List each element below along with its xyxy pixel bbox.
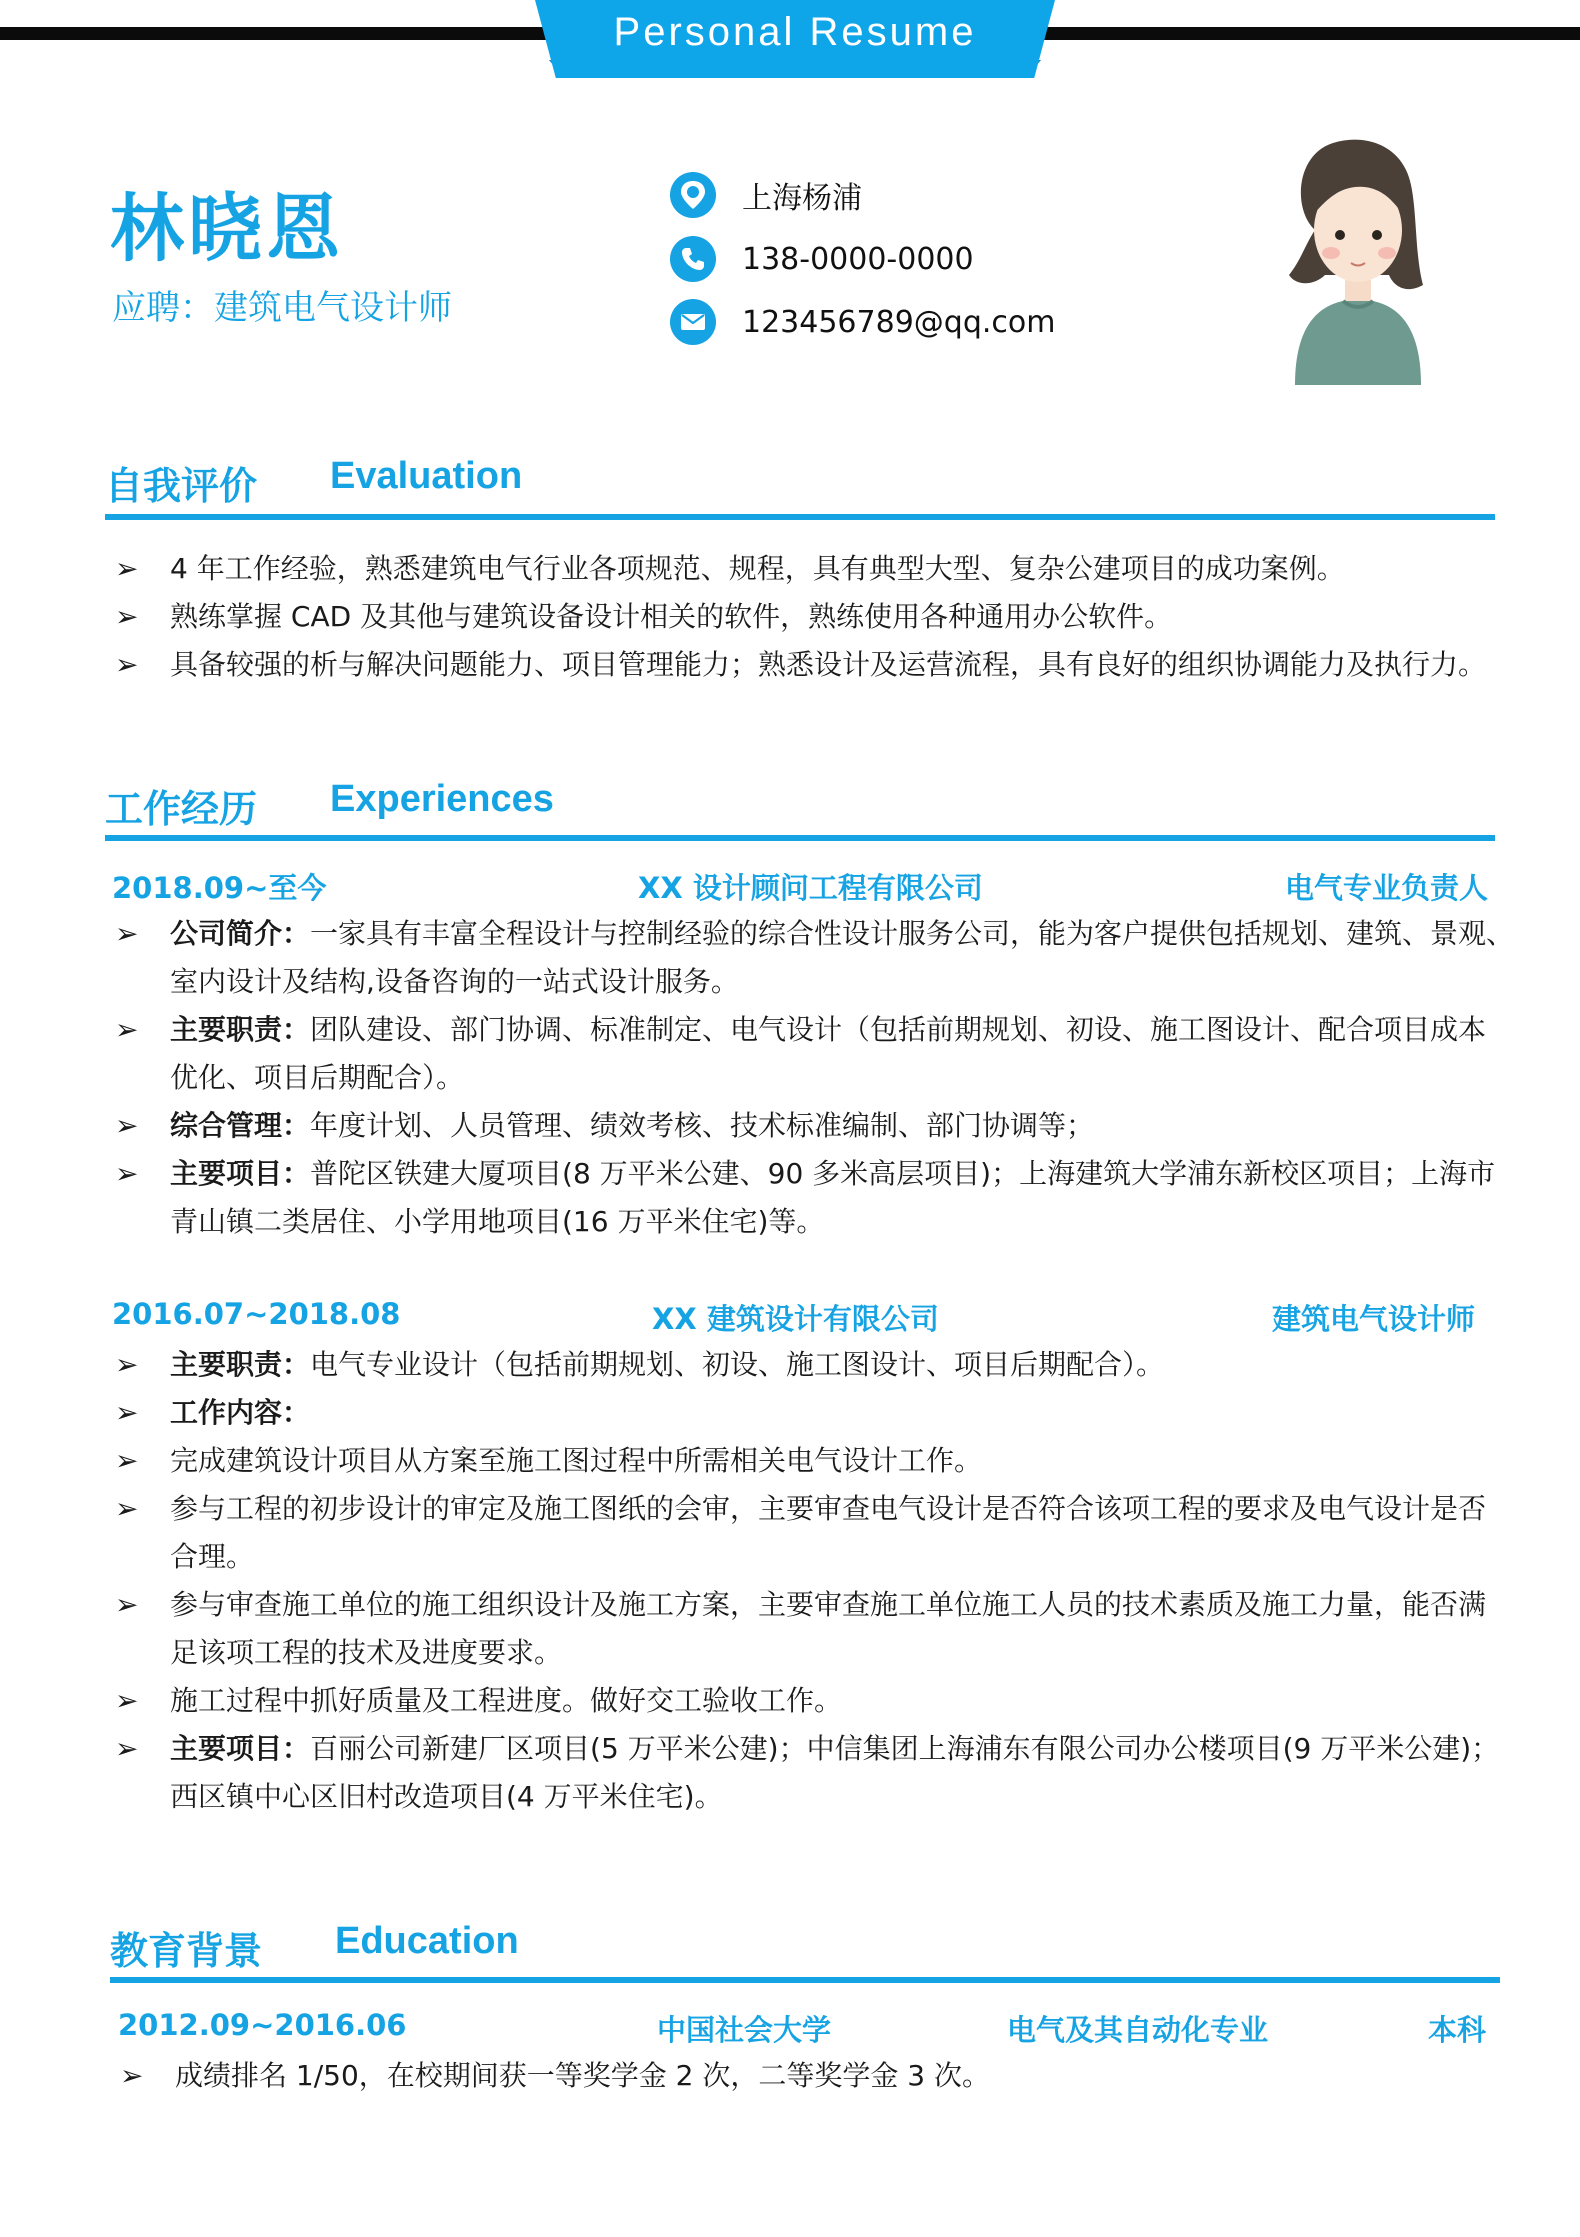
- job-date: 2016.07~2018.08: [112, 1297, 401, 1331]
- candidate-name: 林晓恩: [110, 186, 344, 272]
- bullet-arrow-icon: ➢: [115, 1396, 139, 1429]
- edu-school: 中国社会大学: [657, 2013, 832, 2047]
- job-role: 建筑电气设计师: [1272, 1302, 1476, 1336]
- bullet-arrow-icon: ➢: [115, 1013, 139, 1046]
- job-date: 2018.09~至今: [112, 871, 327, 905]
- email-text: 123456789@qq.com: [742, 304, 1056, 340]
- experience-title-cn: 工作经历: [105, 787, 258, 831]
- phone-text: 138-0000-0000: [742, 241, 974, 277]
- location-text: 上海杨浦: [742, 181, 862, 216]
- bullet-arrow-icon: ➢: [115, 648, 139, 681]
- contact-location: [670, 172, 862, 218]
- edu-major: 电气及其自动化专业: [1007, 2013, 1269, 2047]
- bullet-arrow-icon: ➢: [115, 1684, 139, 1717]
- evaluation-title-en: Evaluation: [330, 455, 523, 497]
- bullet-arrow-icon: ➢: [115, 917, 139, 950]
- evaluation-title-cn: 自我评价: [105, 464, 258, 508]
- bullet-arrow-icon: ➢: [115, 1492, 139, 1525]
- education-title-cn: 教育背景: [110, 1929, 263, 1973]
- bullet-arrow-icon: ➢: [115, 1588, 139, 1621]
- job-role: 电气专业负责人: [1285, 871, 1489, 905]
- email-icon: [670, 299, 716, 345]
- contact-phone: [670, 236, 974, 282]
- edu-degree: 本科: [1428, 2013, 1487, 2047]
- phone-icon: [670, 236, 716, 282]
- experience-rule: [105, 835, 1495, 841]
- banner-title: Personal Resume: [613, 10, 977, 54]
- evaluation-rule: [105, 514, 1495, 520]
- bullet-arrow-icon: ➢: [115, 1732, 139, 1765]
- bullet-arrow-icon: ➢: [120, 2059, 144, 2092]
- bullet-arrow-icon: ➢: [115, 1444, 139, 1477]
- experience-title-en: Experiences: [330, 778, 554, 820]
- education-rule: [110, 1977, 1500, 1983]
- job-company: XX 设计顾问工程有限公司: [638, 871, 983, 905]
- bullet-arrow-icon: ➢: [115, 600, 139, 633]
- contact-email: [670, 299, 1055, 345]
- job-company: XX 建筑设计有限公司: [652, 1302, 939, 1336]
- bullet-arrow-icon: ➢: [115, 1348, 139, 1381]
- bullet-arrow-icon: ➢: [115, 1109, 139, 1142]
- education-title-en: Education: [335, 1920, 519, 1962]
- applied-position: 应聘：建筑电气设计师: [112, 288, 452, 328]
- edu-date: 2012.09~2016.06: [118, 2008, 407, 2042]
- avatar: [1285, 135, 1430, 385]
- banner: [535, 0, 1055, 78]
- bullet-arrow-icon: ➢: [115, 552, 139, 585]
- bullet-arrow-icon: ➢: [115, 1157, 139, 1190]
- location-pin-icon: [670, 172, 716, 218]
